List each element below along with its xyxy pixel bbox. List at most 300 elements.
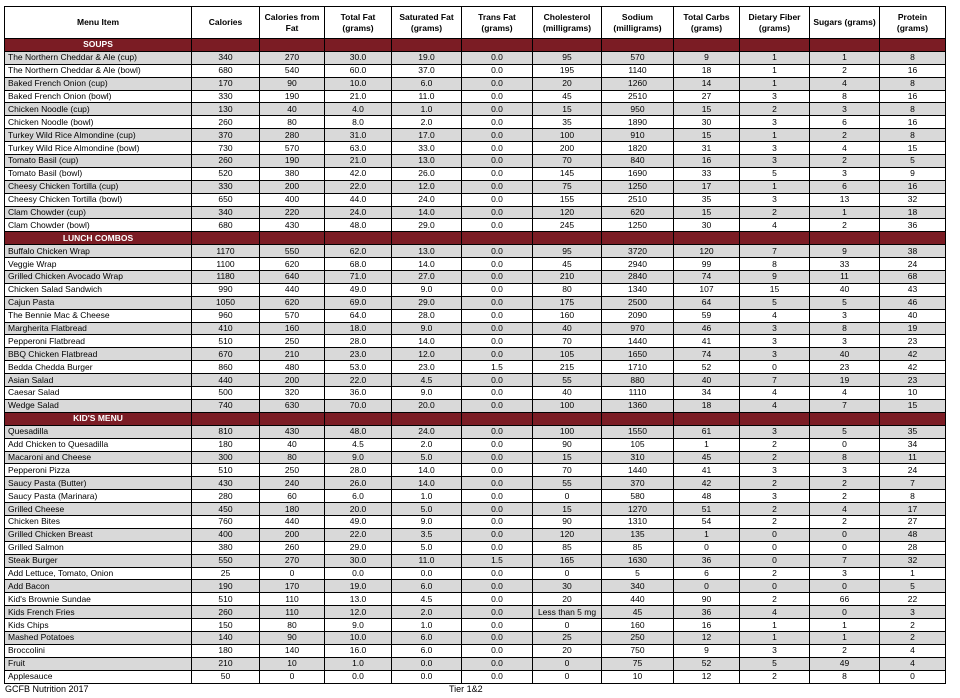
total-carbs-cell: 99 [674,258,740,271]
section-title: LUNCH COMBOS [5,232,192,245]
cholesterol-cell: 95 [533,51,602,64]
table-row [5,619,946,632]
saturated-fat-cell: 0.0 [392,567,462,580]
cholesterol-cell: 80 [533,283,602,296]
calories-cell: 50 [192,670,260,683]
calories-from-fat-cell: 0 [260,567,325,580]
sodium-cell: 1310 [602,515,674,528]
saturated-fat-cell: 5.0 [392,451,462,464]
total-carbs-cell: 1 [674,438,740,451]
total-carbs-cell: 1 [674,528,740,541]
dietary-fiber-cell: 2 [740,103,810,116]
sodium-cell: 1820 [602,142,674,155]
saturated-fat-cell: 28.0 [392,309,462,322]
total-fat-cell: 60.0 [325,64,392,77]
protein-cell: 5 [880,580,946,593]
cholesterol-cell: 0 [533,670,602,683]
sugars-cell: 33 [810,258,880,271]
sugars-cell: 9 [810,245,880,258]
cholesterol-cell: 145 [533,167,602,180]
saturated-fat-cell: 20.0 [392,399,462,412]
trans-fat-cell: 0.0 [462,464,533,477]
sodium-cell: 2510 [602,90,674,103]
sodium-cell: 1260 [602,77,674,90]
saturated-fat-cell: 29.0 [392,296,462,309]
total-fat-cell: 29.0 [325,541,392,554]
dietary-fiber-cell: 3 [740,322,810,335]
total-carbs-cell: 51 [674,503,740,516]
protein-cell: 16 [880,180,946,193]
protein-cell: 28 [880,541,946,554]
table-row [5,464,946,477]
table-row [5,438,946,451]
protein-cell: 24 [880,464,946,477]
table-row [5,219,946,232]
trans-fat-cell: 0.0 [462,387,533,400]
sugars-cell: 3 [810,309,880,322]
trans-fat-cell: 0.0 [462,180,533,193]
calories-from-fat-cell: 440 [260,283,325,296]
menu-item-cell: Pepperoni Pizza [5,464,192,477]
table-row [5,180,946,193]
saturated-fat-cell: 19.0 [392,51,462,64]
saturated-fat-cell: 11.0 [392,90,462,103]
calories-from-fat-cell: 440 [260,515,325,528]
total-carbs-cell: 12 [674,631,740,644]
menu-item-cell: Steak Burger [5,554,192,567]
table-row [5,528,946,541]
sugars-cell: 4 [810,503,880,516]
total-carbs-cell: 12 [674,670,740,683]
sugars-cell: 4 [810,387,880,400]
total-carbs-cell: 36 [674,606,740,619]
protein-cell: 48 [880,528,946,541]
trans-fat-cell: 0.0 [462,619,533,632]
total-carbs-cell: 18 [674,399,740,412]
footer-tier-label: Tier 1&2 [449,684,483,694]
calories-cell: 380 [192,541,260,554]
cholesterol-cell: 120 [533,528,602,541]
total-fat-cell: 44.0 [325,193,392,206]
saturated-fat-cell: 9.0 [392,283,462,296]
trans-fat-cell: 0.0 [462,116,533,129]
sodium-cell: 1110 [602,387,674,400]
cholesterol-cell: 90 [533,438,602,451]
dietary-fiber-cell: 3 [740,644,810,657]
cholesterol-cell: 25 [533,631,602,644]
saturated-fat-cell: 14.0 [392,335,462,348]
cholesterol-cell: 105 [533,348,602,361]
total-carbs-cell: 90 [674,593,740,606]
section-header-cell [674,412,740,425]
total-fat-cell: 18.0 [325,322,392,335]
total-fat-cell: 48.0 [325,425,392,438]
trans-fat-cell: 0.0 [462,503,533,516]
total-fat-cell: 26.0 [325,477,392,490]
dietary-fiber-cell: 3 [740,425,810,438]
calories-cell: 960 [192,309,260,322]
sugars-cell: 2 [810,219,880,232]
calories-cell: 440 [192,374,260,387]
dietary-fiber-cell: 2 [740,670,810,683]
menu-item-cell: Grilled Chicken Avocado Wrap [5,271,192,284]
total-fat-cell: 10.0 [325,631,392,644]
header-trans-fat: Trans Fat (grams) [462,7,533,39]
calories-from-fat-cell: 180 [260,503,325,516]
protein-cell: 8 [880,51,946,64]
sodium-cell: 1710 [602,361,674,374]
table-row [5,593,946,606]
total-carbs-cell: 15 [674,103,740,116]
trans-fat-cell: 0.0 [462,51,533,64]
calories-cell: 510 [192,464,260,477]
section-header-cell [325,232,392,245]
protein-cell: 11 [880,451,946,464]
sugars-cell: 0 [810,580,880,593]
sugars-cell: 0 [810,438,880,451]
trans-fat-cell: 0.0 [462,322,533,335]
section-header-cell [192,39,260,52]
menu-item-cell: Add Bacon [5,580,192,593]
total-fat-cell: 64.0 [325,309,392,322]
calories-cell: 990 [192,283,260,296]
protein-cell: 2 [880,631,946,644]
trans-fat-cell: 0.0 [462,438,533,451]
sodium-cell: 1440 [602,335,674,348]
section-header-cell [325,412,392,425]
sodium-cell: 750 [602,644,674,657]
section-header-cell [602,412,674,425]
table-row [5,567,946,580]
table-row [5,90,946,103]
sugars-cell: 8 [810,322,880,335]
menu-item-cell: Grilled Salmon [5,541,192,554]
table-row [5,335,946,348]
dietary-fiber-cell: 1 [740,64,810,77]
trans-fat-cell: 0.0 [462,425,533,438]
trans-fat-cell: 0.0 [462,258,533,271]
calories-from-fat-cell: 0 [260,670,325,683]
menu-item-cell: Pepperoni Flatbread [5,335,192,348]
total-fat-cell: 70.0 [325,399,392,412]
dietary-fiber-cell: 1 [740,51,810,64]
calories-from-fat-cell: 160 [260,322,325,335]
calories-cell: 1100 [192,258,260,271]
calories-cell: 180 [192,644,260,657]
sodium-cell: 5 [602,567,674,580]
table-row [5,206,946,219]
trans-fat-cell: 0.0 [462,567,533,580]
protein-cell: 36 [880,219,946,232]
calories-from-fat-cell: 260 [260,541,325,554]
table-row [5,374,946,387]
protein-cell: 35 [880,425,946,438]
total-carbs-cell: 59 [674,309,740,322]
sugars-cell: 2 [810,477,880,490]
sugars-cell: 3 [810,103,880,116]
sugars-cell: 13 [810,193,880,206]
trans-fat-cell: 0.0 [462,528,533,541]
sugars-cell: 7 [810,399,880,412]
cholesterol-cell: 0 [533,490,602,503]
total-carbs-cell: 9 [674,51,740,64]
calories-from-fat-cell: 190 [260,155,325,168]
sodium-cell: 370 [602,477,674,490]
section-header-cell [462,232,533,245]
total-fat-cell: 21.0 [325,90,392,103]
sodium-cell: 1270 [602,503,674,516]
dietary-fiber-cell: 5 [740,296,810,309]
protein-cell: 38 [880,245,946,258]
calories-from-fat-cell: 140 [260,644,325,657]
protein-cell: 68 [880,271,946,284]
sodium-cell: 1550 [602,425,674,438]
protein-cell: 8 [880,77,946,90]
sugars-cell: 2 [810,515,880,528]
calories-from-fat-cell: 40 [260,103,325,116]
cholesterol-cell: 70 [533,335,602,348]
total-carbs-cell: 35 [674,193,740,206]
sodium-cell: 2940 [602,258,674,271]
cholesterol-cell: 175 [533,296,602,309]
cholesterol-cell: 210 [533,271,602,284]
saturated-fat-cell: 12.0 [392,348,462,361]
section-header-cell [810,232,880,245]
dietary-fiber-cell: 2 [740,451,810,464]
cholesterol-cell: 75 [533,180,602,193]
total-fat-cell: 4.5 [325,438,392,451]
section-header-row [5,232,946,245]
total-fat-cell: 28.0 [325,335,392,348]
header-dietary-fiber: Dietary Fiber (grams) [740,7,810,39]
calories-cell: 280 [192,490,260,503]
cholesterol-cell: 20 [533,593,602,606]
dietary-fiber-cell: 3 [740,155,810,168]
sugars-cell: 1 [810,51,880,64]
calories-from-fat-cell: 90 [260,77,325,90]
menu-item-cell: Grilled Chicken Breast [5,528,192,541]
section-header-cell [392,39,462,52]
section-header-cell [462,39,533,52]
sugars-cell: 1 [810,619,880,632]
dietary-fiber-cell: 1 [740,129,810,142]
protein-cell: 32 [880,554,946,567]
cholesterol-cell: 55 [533,374,602,387]
sodium-cell: 1340 [602,283,674,296]
section-header-cell [260,232,325,245]
total-carbs-cell: 30 [674,219,740,232]
calories-from-fat-cell: 200 [260,528,325,541]
menu-item-cell: Chicken Salad Sandwich [5,283,192,296]
trans-fat-cell: 0.0 [462,490,533,503]
calories-cell: 510 [192,593,260,606]
sodium-cell: 85 [602,541,674,554]
total-fat-cell: 49.0 [325,515,392,528]
calories-from-fat-cell: 570 [260,142,325,155]
calories-cell: 260 [192,116,260,129]
calories-from-fat-cell: 550 [260,245,325,258]
section-header-cell [533,39,602,52]
dietary-fiber-cell: 2 [740,438,810,451]
calories-cell: 140 [192,631,260,644]
table-row [5,116,946,129]
dietary-fiber-cell: 2 [740,503,810,516]
trans-fat-cell: 0.0 [462,670,533,683]
protein-cell: 7 [880,477,946,490]
trans-fat-cell: 0.0 [462,593,533,606]
calories-from-fat-cell: 280 [260,129,325,142]
total-fat-cell: 71.0 [325,271,392,284]
protein-cell: 9 [880,167,946,180]
table-row [5,129,946,142]
total-fat-cell: 8.0 [325,116,392,129]
total-fat-cell: 42.0 [325,167,392,180]
section-header-cell [533,232,602,245]
dietary-fiber-cell: 3 [740,116,810,129]
protein-cell: 43 [880,283,946,296]
cholesterol-cell: 20 [533,77,602,90]
cholesterol-cell: 40 [533,387,602,400]
sodium-cell: 45 [602,606,674,619]
saturated-fat-cell: 2.0 [392,438,462,451]
calories-cell: 860 [192,361,260,374]
table-row [5,670,946,683]
cholesterol-cell: 55 [533,477,602,490]
sugars-cell: 0 [810,541,880,554]
sugars-cell: 11 [810,271,880,284]
trans-fat-cell: 0.0 [462,580,533,593]
protein-cell: 16 [880,64,946,77]
saturated-fat-cell: 1.0 [392,103,462,116]
calories-cell: 520 [192,167,260,180]
sugars-cell: 0 [810,528,880,541]
sodium-cell: 160 [602,619,674,632]
trans-fat-cell: 0.0 [462,129,533,142]
menu-item-cell: The Bennie Mac & Cheese [5,309,192,322]
table-row [5,271,946,284]
saturated-fat-cell: 0.0 [392,670,462,683]
menu-item-cell: Clam Chowder (cup) [5,206,192,219]
saturated-fat-cell: 9.0 [392,387,462,400]
trans-fat-cell: 0.0 [462,103,533,116]
sodium-cell: 105 [602,438,674,451]
total-fat-cell: 19.0 [325,580,392,593]
table-row [5,283,946,296]
sodium-cell: 1360 [602,399,674,412]
dietary-fiber-cell: 3 [740,490,810,503]
menu-item-cell: Clam Chowder (bowl) [5,219,192,232]
dietary-fiber-cell: 0 [740,554,810,567]
calories-cell: 330 [192,90,260,103]
dietary-fiber-cell: 5 [740,167,810,180]
menu-item-cell: Kids Chips [5,619,192,632]
menu-item-cell: The Northern Cheddar & Ale (bowl) [5,64,192,77]
section-title: SOUPS [5,39,192,52]
section-header-row [5,412,946,425]
calories-from-fat-cell: 110 [260,593,325,606]
total-fat-cell: 22.0 [325,374,392,387]
trans-fat-cell: 0.0 [462,296,533,309]
protein-cell: 5 [880,155,946,168]
section-header-cell [392,412,462,425]
total-carbs-cell: 41 [674,335,740,348]
total-carbs-cell: 15 [674,206,740,219]
protein-cell: 4 [880,644,946,657]
saturated-fat-cell: 24.0 [392,425,462,438]
total-carbs-cell: 107 [674,283,740,296]
sodium-cell: 1250 [602,219,674,232]
total-fat-cell: 9.0 [325,451,392,464]
calories-cell: 500 [192,387,260,400]
calories-cell: 260 [192,155,260,168]
calories-cell: 680 [192,64,260,77]
total-carbs-cell: 9 [674,644,740,657]
cholesterol-cell: 90 [533,515,602,528]
trans-fat-cell: 0.0 [462,167,533,180]
dietary-fiber-cell: 4 [740,219,810,232]
menu-item-cell: Cajun Pasta [5,296,192,309]
cholesterol-cell: 20 [533,644,602,657]
table-row [5,167,946,180]
total-carbs-cell: 0 [674,541,740,554]
sugars-cell: 8 [810,451,880,464]
total-fat-cell: 36.0 [325,387,392,400]
cholesterol-cell: 245 [533,219,602,232]
section-header-cell [674,39,740,52]
total-fat-cell: 30.0 [325,554,392,567]
section-header-cell [880,39,946,52]
dietary-fiber-cell: 8 [740,258,810,271]
trans-fat-cell: 0.0 [462,399,533,412]
sugars-cell: 2 [810,64,880,77]
protein-cell: 18 [880,206,946,219]
calories-from-fat-cell: 220 [260,206,325,219]
total-fat-cell: 28.0 [325,464,392,477]
total-fat-cell: 48.0 [325,219,392,232]
calories-cell: 340 [192,51,260,64]
total-carbs-cell: 36 [674,554,740,567]
cholesterol-cell: 85 [533,541,602,554]
saturated-fat-cell: 0.0 [392,657,462,670]
sodium-cell: 580 [602,490,674,503]
calories-from-fat-cell: 210 [260,348,325,361]
total-fat-cell: 0.0 [325,670,392,683]
sodium-cell: 2840 [602,271,674,284]
total-carbs-cell: 6 [674,567,740,580]
menu-item-cell: Grilled Cheese [5,503,192,516]
saturated-fat-cell: 5.0 [392,541,462,554]
dietary-fiber-cell: 9 [740,271,810,284]
total-fat-cell: 31.0 [325,129,392,142]
section-title: KID'S MENU [5,412,192,425]
calories-cell: 1180 [192,271,260,284]
calories-cell: 430 [192,477,260,490]
total-carbs-cell: 16 [674,155,740,168]
sugars-cell: 23 [810,361,880,374]
total-carbs-cell: 17 [674,180,740,193]
menu-item-cell: Chicken Bites [5,515,192,528]
menu-item-cell: Applesauce [5,670,192,683]
trans-fat-cell: 0.0 [462,90,533,103]
saturated-fat-cell: 4.5 [392,374,462,387]
calories-from-fat-cell: 10 [260,657,325,670]
cholesterol-cell: 165 [533,554,602,567]
table-row [5,348,946,361]
menu-item-cell: Kids French Fries [5,606,192,619]
section-header-cell [602,232,674,245]
sugars-cell: 5 [810,425,880,438]
trans-fat-cell: 0.0 [462,245,533,258]
